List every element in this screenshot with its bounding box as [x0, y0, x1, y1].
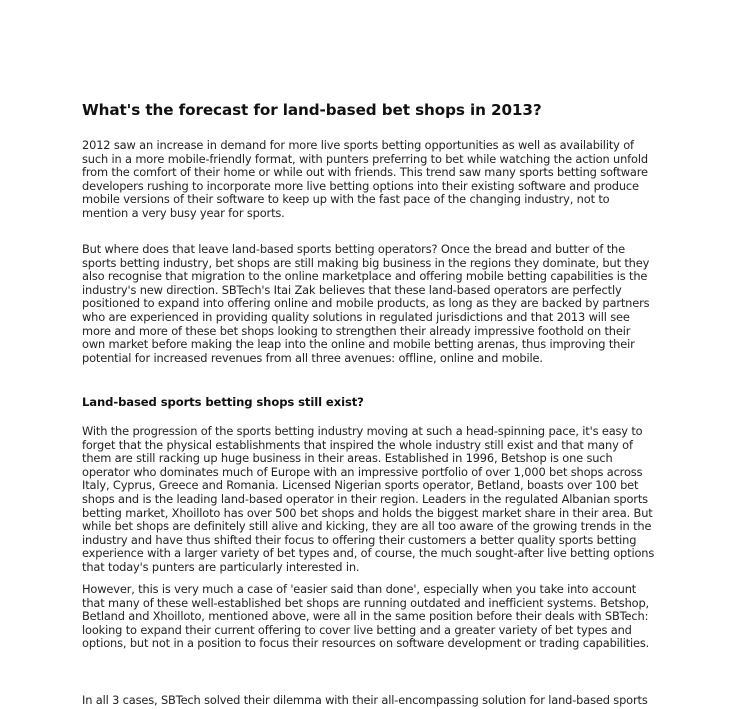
- document-title: What's the forecast for land-based bet shops in 2013?: [82, 101, 542, 119]
- text-line: Italy, Cyprus, Greece and Romania. Licensed Nigerian sports operator, Betland, boasts over 100 bet: [82, 478, 639, 493]
- text-line: positioned to expand into offering online and mobile products, as long as they are backed by partners: [82, 296, 650, 311]
- text-line: from the comfort of their home or while out with friends. This trend saw many sports betting software: [82, 165, 648, 180]
- text-line: options, but not in a position to focus their resources on software development or trading capabilities.: [82, 636, 650, 651]
- text-line: industry's new direction. SBTech's Itai Zak believes that these land-based operators are perfectly: [82, 282, 622, 297]
- text-line: developers rushing to incorporate more live betting options into their existing software and produce: [82, 178, 639, 193]
- paragraph-intro: [82, 139, 648, 221]
- paragraph-shops-still-exist: [82, 425, 654, 575]
- text-line: With the progression of the sports betting industry moving at such a head-spinning pace, it's easy to: [82, 424, 643, 438]
- text-line: mobile versions of their software to keep up with the fast pace of the changing industry, not to: [82, 192, 610, 207]
- text-line: sports betting industry, bet shops are still making big business in the regions they dominate, but they: [82, 255, 650, 270]
- paragraph-easier-said: [82, 583, 649, 651]
- text-line: more and more of these bet shops looking to strengthen their already impressive foothold on their: [82, 323, 631, 338]
- text-line: betting market, Xhoilloto has over 500 bet shops and holds the biggest market share in their area. But: [82, 505, 653, 520]
- text-line: operator who dominates much of Europe with an impressive portfolio of over 1,000 bet shops across: [82, 464, 643, 479]
- paragraph-sbtech-solution: [82, 694, 648, 708]
- text-line: also recognise that migration to the online marketplace and offering mobile betting capabilities is the: [82, 269, 648, 284]
- text-line: while bet shops are definitely still alive and kicking, they are all too aware of the growing trends in the: [82, 519, 652, 534]
- text-line: that many of these well-established bet shops are running outdated and inefficient systems. Betshop,: [82, 595, 650, 610]
- text-line: that today's punters are particularly interested in.: [82, 559, 360, 574]
- text-line: looking to expand their current offering to cover live betting and a greater variety of bet types and: [82, 622, 632, 637]
- text-line: shops and is the leading land-based operator in their region. Leaders in the regulated Albanian sports: [82, 491, 648, 506]
- text-line: Betland and Xhoilloto, mentioned above, were all in the same position before their deals with SBTech:: [82, 609, 649, 624]
- text-line: experience with a larger variety of bet types and, of course, the much sought-after live betting options: [82, 546, 655, 561]
- text-line: However, this is very much a case of 'easier said than done', especially when you take into account: [82, 582, 637, 596]
- text-line: mention a very busy year for sports.: [82, 205, 285, 220]
- text-line: potential for increased revenues from all three avenues: offline, online and mobile.: [82, 350, 543, 365]
- text-line: them are still racking up huge business in their areas. Established in 1996, Betshop is one such: [82, 451, 613, 466]
- text-line: But where does that leave land-based sports betting operators? Once the bread and butter of the: [82, 242, 625, 256]
- text-line: In all 3 cases, SBTech solved their dilemma with their all-encompassing solution for land-based sports: [82, 693, 648, 707]
- section-subheading: Land-based sports betting shops still exist?: [82, 395, 364, 409]
- text-line: forget that the physical establishments that inspired the whole industry still exist and that many of: [82, 437, 633, 452]
- text-line: 2012 saw an increase in demand for more live sports betting opportunities as well as availability of: [82, 138, 634, 152]
- text-line: own market before making the leap into the online and mobile betting arenas, thus improving their: [82, 337, 635, 352]
- text-line: who are experienced in providing quality solutions in regulated jurisdictions and that 2013 will see: [82, 309, 630, 324]
- text-line: industry and have thus shifted their focus to offering their customers a better quality sports betting: [82, 532, 637, 547]
- text-line: such in a more mobile-friendly format, with punters preferring to bet while watching the action unfold: [82, 151, 648, 166]
- paragraph-land-based-operators: [82, 243, 649, 365]
